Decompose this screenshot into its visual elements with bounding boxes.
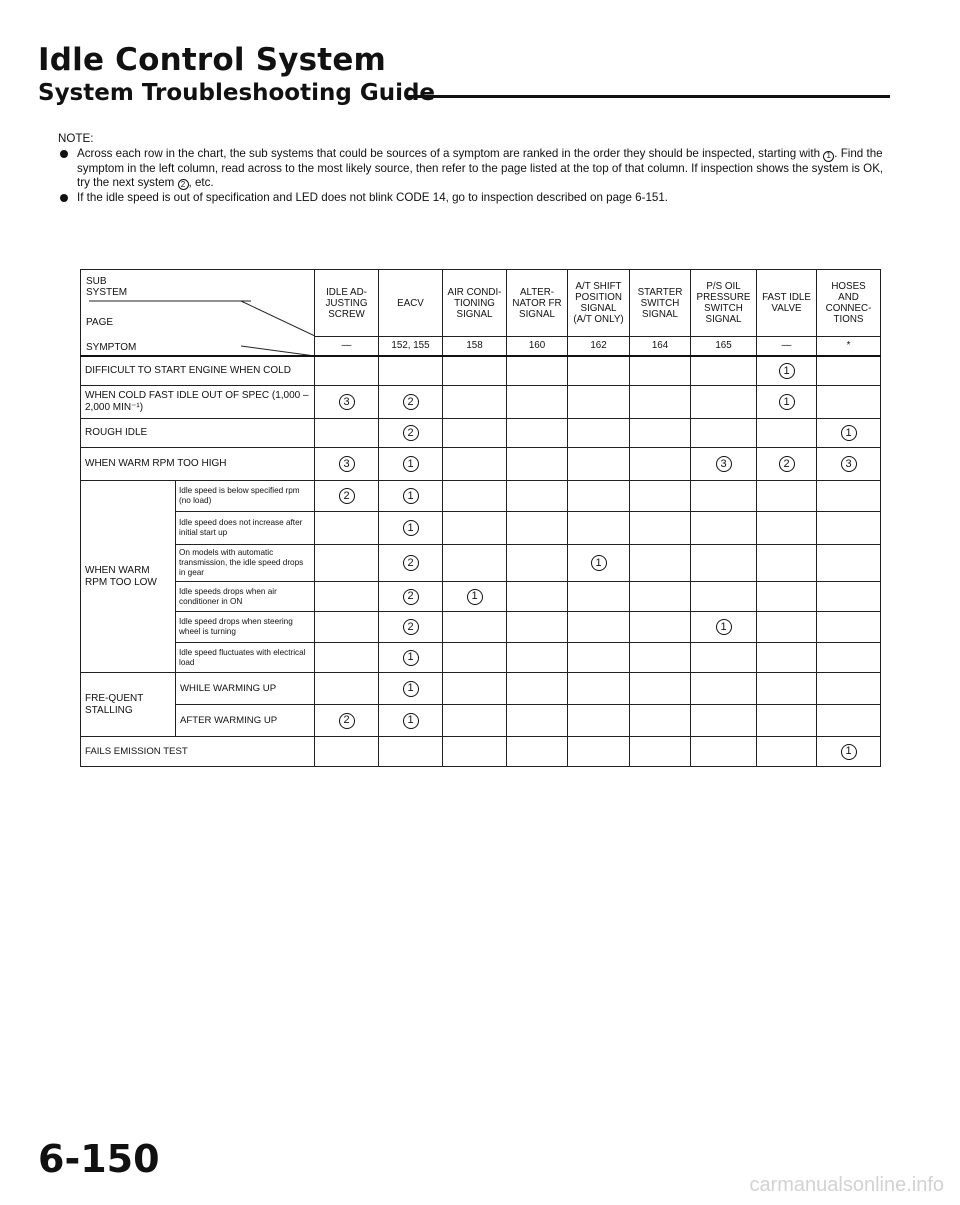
- rank-cell: [817, 673, 881, 705]
- rank-cell: [630, 582, 691, 612]
- circled-number-icon: 2: [339, 713, 355, 729]
- rank-cell: [568, 545, 630, 582]
- rank-cell: [691, 705, 757, 737]
- rank-cell: [817, 705, 881, 737]
- circled-number-icon: 2: [403, 394, 419, 410]
- rank-cell: [757, 643, 817, 673]
- rank-cell: [817, 612, 881, 643]
- rank-cell: [630, 386, 691, 419]
- rank-cell: [568, 356, 630, 386]
- rank-cell: [507, 448, 568, 481]
- rank-cell: [817, 448, 881, 481]
- symptom-label: SYMPTOM: [86, 342, 137, 353]
- note-heading: NOTE:: [58, 132, 94, 145]
- rank-cell: [757, 481, 817, 512]
- note-item-1: [58, 147, 888, 190]
- page-reference: —: [315, 337, 379, 356]
- rank-cell: [315, 737, 379, 767]
- table-row: [81, 356, 881, 386]
- rank-cell: [379, 582, 443, 612]
- rank-cell: [315, 545, 379, 582]
- circled-number-icon: 2: [403, 619, 419, 635]
- rank-cell: [379, 612, 443, 643]
- symptom-cell: WHEN COLD FAST IDLE OUT OF SPEC (1,000 – 2,000 MIN⁻¹): [81, 386, 315, 419]
- note-text: If the idle speed is out of specification and LED does not blink CODE 14, go to inspection described on page 6-151.: [77, 191, 669, 205]
- circled-number-icon: 3: [339, 456, 355, 472]
- rank-cell: [379, 356, 443, 386]
- rank-cell: [443, 643, 507, 673]
- rank-cell: [568, 612, 630, 643]
- note-text-part: , etc.: [188, 175, 214, 189]
- circled-number-icon: 1: [779, 363, 795, 379]
- rank-cell: [817, 481, 881, 512]
- rank-cell: [315, 512, 379, 545]
- rank-cell: [443, 612, 507, 643]
- rank-cell: [379, 673, 443, 705]
- rank-cell: [507, 582, 568, 612]
- column-header: EACV: [379, 270, 443, 337]
- column-header: STARTER SWITCH SIGNAL: [630, 270, 691, 337]
- rank-cell: [568, 643, 630, 673]
- group-label-warm-low: WHEN WARM RPM TOO LOW: [81, 481, 176, 673]
- rank-cell: [507, 481, 568, 512]
- rank-cell: [757, 612, 817, 643]
- rank-cell: [691, 481, 757, 512]
- circled-number-icon: 1: [841, 744, 857, 760]
- rank-cell: [507, 512, 568, 545]
- troubleshooting-table: [80, 269, 881, 767]
- group-label-frequent-stalling: FRE-QUENT STALLING: [81, 673, 176, 737]
- symptom-cell: On models with automatic transmission, the idle speed drops in gear: [176, 545, 315, 582]
- corner-cell: [81, 270, 315, 356]
- table-row: [81, 481, 881, 512]
- rank-cell: [691, 386, 757, 419]
- rank-cell: [507, 643, 568, 673]
- rank-cell: [817, 582, 881, 612]
- rank-cell: [507, 673, 568, 705]
- watermark: carmanualsonline.info: [749, 1174, 944, 1196]
- rank-cell: [691, 419, 757, 448]
- rank-cell: [630, 643, 691, 673]
- symptom-cell: WHILE WARMING UP: [176, 673, 315, 705]
- table-row: [81, 582, 881, 612]
- rank-cell: [630, 737, 691, 767]
- rank-cell: [315, 673, 379, 705]
- symptom-cell: Idle speed is below specified rpm (no load): [176, 481, 315, 512]
- rank-cell: [568, 512, 630, 545]
- rank-cell: [817, 419, 881, 448]
- column-header: HOSES AND CONNEC-TIONS: [817, 270, 881, 337]
- table-row: [81, 545, 881, 582]
- rank-cell: [443, 545, 507, 582]
- column-header: P/S OIL PRESSURE SWITCH SIGNAL: [691, 270, 757, 337]
- symptom-cell: Idle speeds drops when air conditioner in ON: [176, 582, 315, 612]
- circled-number-icon: 1: [403, 650, 419, 666]
- rank-cell: [757, 386, 817, 419]
- rank-cell: [315, 481, 379, 512]
- page-title: Idle Control System: [38, 42, 387, 78]
- page-label: PAGE: [86, 317, 114, 328]
- circled-number-icon: 1: [403, 488, 419, 504]
- page-reference: 164: [630, 337, 691, 356]
- rank-cell: [379, 705, 443, 737]
- note-block: [58, 132, 888, 207]
- table-row: [81, 705, 881, 737]
- symptom-cell: Idle speed drops when steering wheel is turning: [176, 612, 315, 643]
- circled-number-icon: 1: [403, 713, 419, 729]
- heading-rule: [406, 95, 890, 98]
- rank-cell: [757, 737, 817, 767]
- page-reference: 158: [443, 337, 507, 356]
- rank-cell: [691, 545, 757, 582]
- rank-cell: [817, 545, 881, 582]
- page-reference: 160: [507, 337, 568, 356]
- rank-cell: [630, 705, 691, 737]
- note-text-part: . Find the symptom in the left column, read across to the most likely source, then refer to the page listed at the top of that column. If inspection shows the system is OK, try the next system: [77, 147, 884, 189]
- circled-number-icon: 1: [823, 151, 834, 162]
- circled-number-icon: 3: [339, 394, 355, 410]
- circled-number-icon: 1: [591, 555, 607, 571]
- rank-cell: [443, 356, 507, 386]
- circled-number-icon: 1: [403, 681, 419, 697]
- section-heading: [38, 80, 890, 110]
- rank-cell: [817, 737, 881, 767]
- rank-cell: [315, 705, 379, 737]
- rank-cell: [630, 448, 691, 481]
- rank-cell: [691, 356, 757, 386]
- rank-cell: [443, 419, 507, 448]
- rank-cell: [315, 419, 379, 448]
- header-row: [81, 270, 881, 337]
- page-number: 6-150: [38, 1137, 160, 1181]
- rank-cell: [507, 612, 568, 643]
- rank-cell: [817, 356, 881, 386]
- rank-cell: [630, 481, 691, 512]
- rank-cell: [315, 448, 379, 481]
- rank-cell: [507, 737, 568, 767]
- table-row: [81, 512, 881, 545]
- rank-cell: [443, 512, 507, 545]
- table-row: [81, 673, 881, 705]
- rank-cell: [568, 386, 630, 419]
- rank-cell: [568, 419, 630, 448]
- rank-cell: [691, 512, 757, 545]
- rank-cell: [443, 737, 507, 767]
- circled-number-icon: 1: [779, 394, 795, 410]
- rank-cell: [379, 545, 443, 582]
- circled-number-icon: 1: [841, 425, 857, 441]
- symptom-cell: AFTER WARMING UP: [176, 705, 315, 737]
- table-row: [81, 737, 881, 767]
- symptom-cell: WHEN WARM RPM TOO HIGH: [81, 448, 315, 481]
- rank-cell: [630, 673, 691, 705]
- rank-cell: [443, 673, 507, 705]
- circled-number-icon: 1: [403, 520, 419, 536]
- circled-number-icon: 1: [403, 456, 419, 472]
- rank-cell: [315, 612, 379, 643]
- rank-cell: [691, 612, 757, 643]
- rank-cell: [757, 448, 817, 481]
- column-header: AIR CONDI-TIONING SIGNAL: [443, 270, 507, 337]
- rank-cell: [691, 673, 757, 705]
- table-row: [81, 386, 881, 419]
- rank-cell: [507, 386, 568, 419]
- circled-number-icon: 2: [403, 555, 419, 571]
- rank-cell: [315, 582, 379, 612]
- rank-cell: [379, 737, 443, 767]
- rank-cell: [568, 448, 630, 481]
- circled-number-icon: 2: [779, 456, 795, 472]
- rank-cell: [630, 512, 691, 545]
- table-row: [81, 448, 881, 481]
- rank-cell: [443, 386, 507, 419]
- circled-number-icon: 2: [403, 425, 419, 441]
- circled-number-icon: 1: [716, 619, 732, 635]
- page-reference: *: [817, 337, 881, 356]
- symptom-cell: DIFFICULT TO START ENGINE WHEN COLD: [81, 356, 315, 386]
- circled-number-icon: 1: [467, 589, 483, 605]
- circled-number-icon: 3: [716, 456, 732, 472]
- circled-number-icon: 3: [841, 456, 857, 472]
- note-text-part: Across each row in the chart, the sub systems that could be sources of a symptom are ranked in the order they should be inspected, starting with: [77, 147, 824, 161]
- circled-number-icon: 2: [178, 179, 189, 190]
- rank-cell: [379, 386, 443, 419]
- rank-cell: [691, 737, 757, 767]
- column-header: ALTER-NATOR FR SIGNAL: [507, 270, 568, 337]
- rank-cell: [630, 612, 691, 643]
- rank-cell: [757, 512, 817, 545]
- column-header: IDLE AD-JUSTING SCREW: [315, 270, 379, 337]
- table-row: [81, 612, 881, 643]
- circled-number-icon: 2: [403, 589, 419, 605]
- page-reference: 152, 155: [379, 337, 443, 356]
- column-header: A/T SHIFT POSITION SIGNAL (A/T ONLY): [568, 270, 630, 337]
- symptom-cell: FAILS EMISSION TEST: [81, 737, 315, 767]
- rank-cell: [630, 356, 691, 386]
- note-item-2: [58, 191, 888, 205]
- bullet-icon: [60, 194, 68, 202]
- rank-cell: [691, 582, 757, 612]
- page-reference: —: [757, 337, 817, 356]
- rank-cell: [568, 705, 630, 737]
- rank-cell: [315, 386, 379, 419]
- rank-cell: [507, 356, 568, 386]
- table-row: [81, 419, 881, 448]
- page-reference: 165: [691, 337, 757, 356]
- rank-cell: [817, 643, 881, 673]
- rank-cell: [443, 705, 507, 737]
- rank-cell: [315, 643, 379, 673]
- bullet-icon: [60, 150, 68, 158]
- section-title: System Troubleshooting Guide: [38, 80, 439, 106]
- rank-cell: [568, 737, 630, 767]
- rank-cell: [630, 419, 691, 448]
- rank-cell: [379, 448, 443, 481]
- rank-cell: [757, 356, 817, 386]
- rank-cell: [379, 643, 443, 673]
- rank-cell: [379, 512, 443, 545]
- page-reference: 162: [568, 337, 630, 356]
- rank-cell: [757, 673, 817, 705]
- symptom-cell: Idle speed does not increase after initial start up: [176, 512, 315, 545]
- rank-cell: [315, 356, 379, 386]
- rank-cell: [757, 582, 817, 612]
- rank-cell: [757, 419, 817, 448]
- symptom-cell: Idle speed fluctuates with electrical load: [176, 643, 315, 673]
- rank-cell: [379, 419, 443, 448]
- rank-cell: [630, 545, 691, 582]
- rank-cell: [757, 545, 817, 582]
- rank-cell: [691, 643, 757, 673]
- table-row: [81, 643, 881, 673]
- rank-cell: [443, 481, 507, 512]
- rank-cell: [443, 448, 507, 481]
- rank-cell: [379, 481, 443, 512]
- rank-cell: [507, 705, 568, 737]
- column-header: FAST IDLE VALVE: [757, 270, 817, 337]
- rank-cell: [568, 673, 630, 705]
- rank-cell: [817, 512, 881, 545]
- rank-cell: [507, 545, 568, 582]
- circled-number-icon: 2: [339, 488, 355, 504]
- rank-cell: [507, 419, 568, 448]
- rank-cell: [757, 705, 817, 737]
- symptom-cell: ROUGH IDLE: [81, 419, 315, 448]
- sub-system-label: SUB SYSTEM: [86, 276, 128, 298]
- rank-cell: [817, 386, 881, 419]
- rank-cell: [568, 481, 630, 512]
- rank-cell: [443, 582, 507, 612]
- rank-cell: [568, 582, 630, 612]
- rank-cell: [691, 448, 757, 481]
